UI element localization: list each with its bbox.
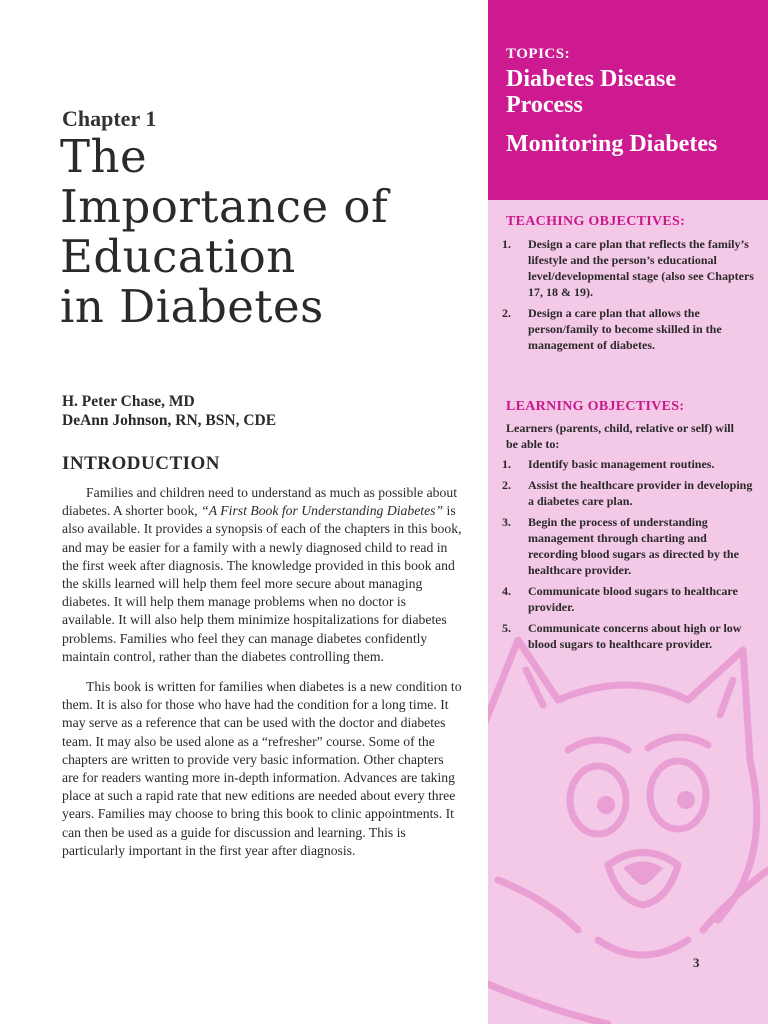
topics-box xyxy=(488,0,768,200)
teaching-objectives-list xyxy=(502,236,754,358)
page-number: 3 xyxy=(693,955,700,970)
list-item: 1. Design a care plan that reflects the family’s lifestyle and the person’s educational level/developmental stage (also see Chapters 17, 18 & 19). xyxy=(502,237,754,299)
learning-intro: Learners (parents, child, relative or self) will be able to: xyxy=(506,421,734,451)
list-item: 1. Identify basic management routines. xyxy=(502,457,715,471)
book-title: “A First Book for Understanding Diabetes” xyxy=(201,503,444,519)
introduction-heading: INTRODUCTION xyxy=(62,453,221,474)
author-name: H. Peter Chase, MD xyxy=(62,393,195,410)
authors xyxy=(62,392,276,430)
list-item: 2. Assist the healthcare provider in developing a diabetes care plan. xyxy=(502,478,753,508)
chapter-title xyxy=(60,132,480,332)
chapter-title-line: Education xyxy=(60,230,296,283)
chapter-title-line: Importance of xyxy=(60,180,389,233)
learning-objectives-heading: LEARNING OBJECTIVES: xyxy=(506,399,685,414)
teaching-objectives-heading: TEACHING OBJECTIVES: xyxy=(506,214,686,229)
topics-label: TOPICS: xyxy=(506,46,571,62)
objectives-sidebar xyxy=(488,0,768,1024)
topic-item: Diabetes Disease Process xyxy=(506,66,676,118)
topic-item: Monitoring Diabetes xyxy=(506,131,718,157)
learning-objectives-list xyxy=(502,456,754,657)
list-item: 4. Communicate blood sugars to healthcare provider. xyxy=(502,584,738,614)
cat-illustration-icon xyxy=(488,600,768,1024)
list-item: 3. Begin the process of understanding management through charting and recording blood sugars as directed by the healthcare provider. xyxy=(502,515,739,577)
chapter-label: Chapter 1 xyxy=(62,106,157,131)
author-name: DeAnn Johnson, RN, BSN, CDE xyxy=(62,412,277,429)
list-item: 5. Communicate concerns about high or low blood sugars to healthcare provider. xyxy=(502,621,742,651)
chapter-title-line: The xyxy=(60,130,148,183)
introduction-paragraph: Families and children need to understand as much as possible about diabetes. A shorter book, “A First Book for Understanding Diabetes” is also available. It provides a synopsis of each of the chapters in this book, and may be easier for a family with a newly diagnosed child to read in the first week after diagnosis. The knowledge provided in this book and the skills learned will help them feel more secure about managing diabetes. It will help them manage problems when no doctor is available. It will also help them minimize hospitalizations for diabetes problems. Families who feel they can manage diabetes confidently maintain control, rather than the diabetes controlling them. xyxy=(62,485,462,664)
introduction-body xyxy=(62,484,462,872)
list-item: 2. Design a care plan that allows the person/family to become skilled in the management of diabetes. xyxy=(502,306,722,352)
introduction-paragraph: This book is written for families when diabetes is a new condition to them. It is also for those who have had the condition for a long time. It may serve as a reference that can be used with the doctor and diabetes team. It may also be used alone as a “refresher” course. Some of the chapters are written to provide very basic information. Other chapters are for readers wanting more in-depth information. Advances are taking place at such a rapid rate that new editions are needed about every three years. Families may choose to bring this book to clinic appointments. It can then be used as a guide for discussion and learning. This is particularly important in the first year after diagnosis. xyxy=(62,679,462,858)
chapter-title-line: in Diabetes xyxy=(60,280,324,333)
